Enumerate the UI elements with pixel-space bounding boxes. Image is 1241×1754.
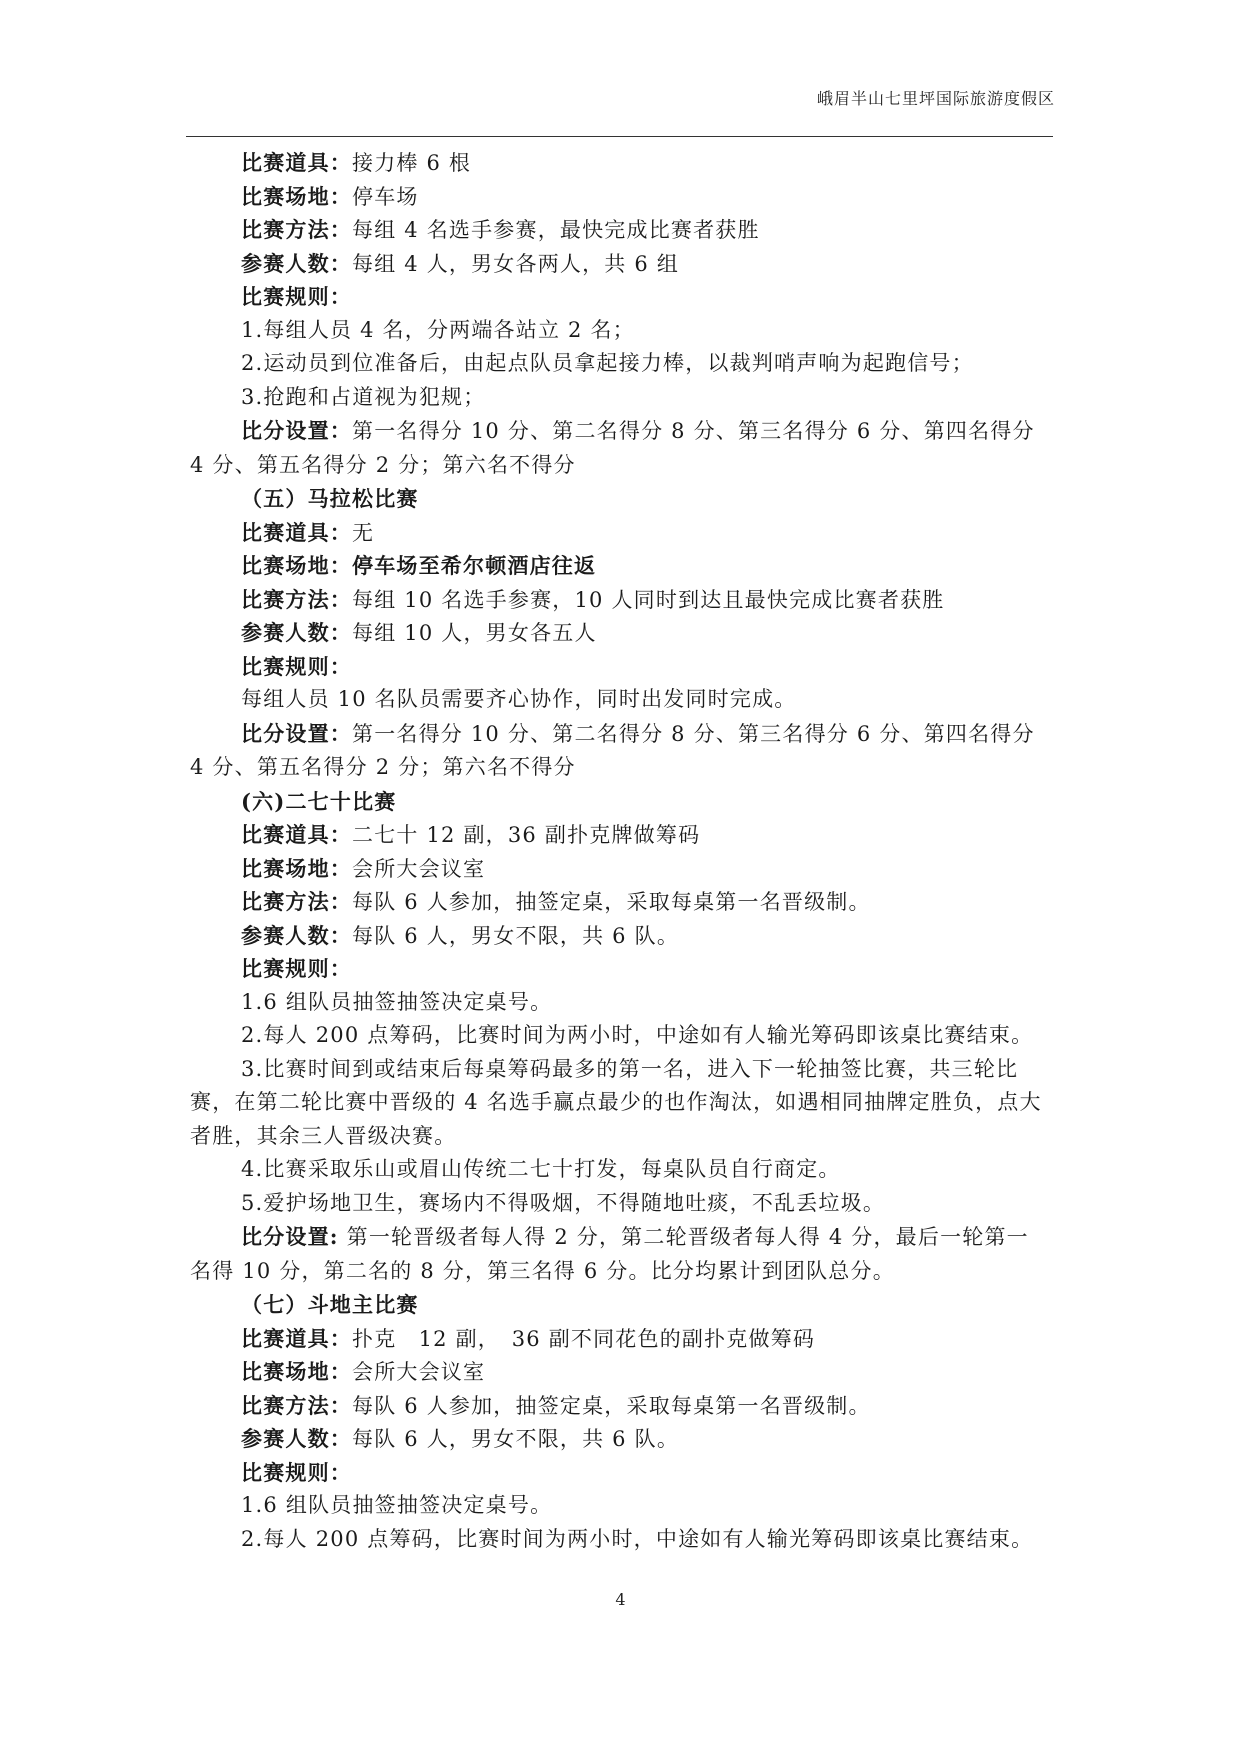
marathon-method [190,583,1050,617]
document-header-title: 峨眉半山七里坪国际旅游度假区 [816,89,1055,108]
erqishi-method [190,885,1050,919]
erqishi-score-label: 比分设置: [241,1224,339,1249]
marathon-props-label: 比赛道具： [241,519,352,545]
relay-players-label: 参赛人数： [241,250,352,276]
landlord-rule: 1.6 组队员抽签抽签决定桌号。 [241,1493,553,1517]
relay-score-value: 第一名得分 10 分、第二名得分 8 分、第三名得分 6 分、第四名得分 4 分、第五名得分 2 分；第六名不得分 [190,419,1035,477]
landlord-rules-heading [190,1456,1050,1490]
relay-rule: 1.每组人员 4 名，分两端各站立 2 名； [241,317,635,342]
marathon-venue-label: 比赛场地： [241,553,352,578]
landlord-venue-value: 会所大会议室 [352,1360,486,1384]
erqishi-rule: 3.比赛时间到或结束后每桌筹码最多的第一名，进入下一轮抽签比赛，共三轮比赛，在第二轮比赛中晋级的 4 名选手赢点最少的也作淘汰，如遇相同抽牌定胜负，点大者胜，其余三人晋级决赛。 [190,1056,1042,1148]
erqishi-players [190,919,1050,953]
relay-score [190,414,1050,482]
marathon-score-label: 比分设置： [241,720,352,746]
erqishi-score [190,1220,1050,1288]
marathon-players-value: 每组 10 人，男女各五人 [352,621,597,645]
erqishi-heading: (六)二七十比赛 [241,788,397,814]
marathon-method-value: 每组 10 名选手参赛，10 人同时到达且最快完成比赛者获胜 [352,587,945,612]
marathon-props-value: 无 [352,520,375,545]
relay-venue-value: 停车场 [352,184,419,209]
landlord-rule: 2.每人 200 点筹码，比赛时间为两小时，中途如有人输光筹码即该桌比赛结束。 [241,1526,1034,1551]
relay-players-value: 每组 4 人，男女各两人，共 6 组 [352,251,680,276]
landlord-method-label: 比赛方法： [241,1392,352,1418]
landlord-venue-label: 比赛场地： [241,1359,352,1384]
marathon-heading: （五）马拉松比赛 [241,486,419,511]
marathon-rules-heading [190,650,1050,684]
marathon-score [190,717,1050,785]
header-divider [186,136,1053,137]
marathon-players-label: 参赛人数： [241,620,352,645]
relay-rules-label: 比赛规则： [241,284,352,309]
relay-venue [190,180,1050,214]
landlord-props-label: 比赛道具： [241,1325,352,1351]
landlord-rules-label: 比赛规则： [241,1459,352,1485]
relay-method [190,213,1050,247]
erqishi-props-value: 二七十 12 副，36 副扑克牌做筹码 [352,823,701,847]
landlord-players-label: 参赛人数： [241,1426,352,1451]
marathon-rules-label: 比赛规则： [241,653,352,679]
landlord-venue [190,1355,1050,1389]
relay-players [190,247,1050,281]
erqishi-players-value: 每队 6 人，男女不限，共 6 队。 [352,923,680,948]
relay-rules-heading [190,280,1050,314]
relay-props-label: 比赛道具： [241,150,352,175]
erqishi-rule: 1.6 组队员抽签抽签决定桌号。 [241,989,553,1014]
erqishi-rules-heading [190,952,1050,986]
erqishi-props [190,818,1050,852]
landlord-method-value: 每队 6 人参加，抽签定桌，采取每桌第一名晋级制。 [352,1393,871,1418]
marathon-method-label: 比赛方法： [241,586,352,612]
erqishi-rule: 4.比赛采取乐山或眉山传统二七十打发，每桌队员自行商定。 [241,1157,841,1181]
relay-method-value: 每组 4 名选手参赛，最快完成比赛者获胜 [352,218,760,242]
relay-venue-label: 比赛场地： [241,183,352,209]
relay-rule: 2.运动员到位准备后，由起点队员拿起接力棒，以裁判哨声响为起跑信号； [241,351,974,375]
marathon-score-value: 第一名得分 10 分、第二名得分 8 分、第三名得分 6 分、第四名得分 4 分、第五名得分 2 分；第六名不得分 [190,721,1035,779]
erqishi-venue-label: 比赛场地： [241,855,352,881]
erqishi-rule: 5.爱护场地卫生，赛场内不得吸烟，不得随地吐痰，不乱丢垃圾。 [241,1190,886,1215]
marathon-rule: 每组人员 10 名队员需要齐心协作，同时出发同时完成。 [241,687,797,711]
relay-props-value: 接力棒 6 根 [352,151,472,175]
relay-score-label: 比分设置： [241,418,352,443]
page-number: 4 [615,1590,626,1609]
erqishi-rules-label: 比赛规则： [241,956,352,981]
document-body [190,146,1050,1556]
landlord-props-value: 扑克 12 副， 36 副不同花色的副扑克做筹码 [352,1326,816,1351]
landlord-props [190,1322,1050,1356]
relay-method-label: 比赛方法： [241,217,352,242]
marathon-venue-value: 停车场至希尔顿酒店往返 [352,553,597,578]
erqishi-method-label: 比赛方法： [241,889,352,914]
landlord-method [190,1389,1050,1423]
landlord-players [190,1422,1050,1456]
erqishi-props-label: 比赛道具： [241,822,352,847]
relay-props [190,146,1050,180]
erqishi-rule: 2.每人 200 点筹码，比赛时间为两小时，中途如有人输光筹码即该桌比赛结束。 [241,1023,1034,1047]
erqishi-score-value: 第一轮晋级者每人得 2 分，第二轮晋级者每人得 4 分，最后一轮第一名得 10 分，第二名的 8 分，第三名得 6 分。比分均累计到团队总分。 [190,1225,1029,1283]
marathon-venue [190,549,1050,583]
relay-rule: 3.抢跑和占道视为犯规； [241,384,486,409]
landlord-heading: （七）斗地主比赛 [241,1292,419,1317]
marathon-players [190,616,1050,650]
erqishi-venue [190,852,1050,886]
marathon-props [190,516,1050,550]
landlord-players-value: 每队 6 人，男女不限，共 6 队。 [352,1427,680,1451]
erqishi-players-label: 参赛人数： [241,922,352,948]
erqishi-method-value: 每队 6 人参加，抽签定桌，采取每桌第一名晋级制。 [352,890,871,914]
erqishi-venue-value: 会所大会议室 [352,856,486,881]
